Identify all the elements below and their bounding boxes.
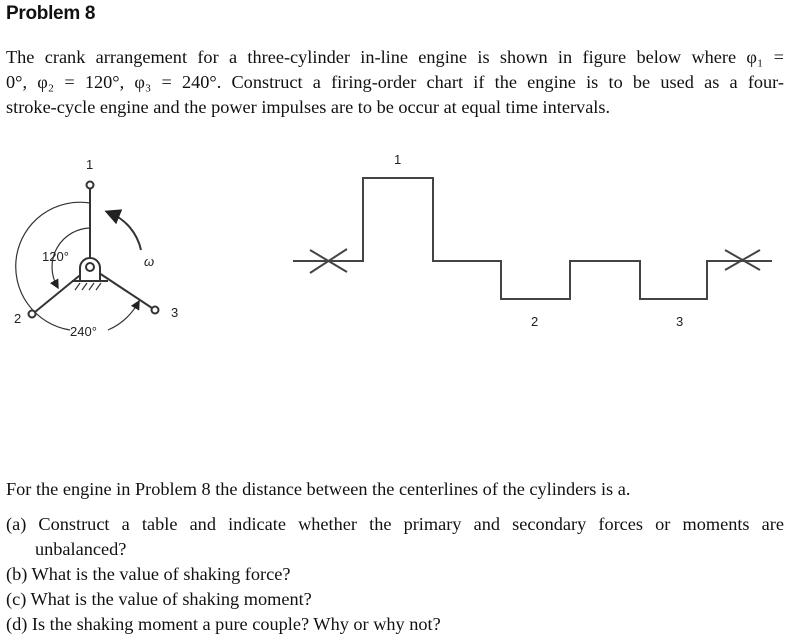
angle-label-240: 240° [70,324,97,339]
crank-label-3: 3 [171,305,179,320]
question-d: (d) Is the shaking moment a pure couple? Why or why not? [6,614,441,634]
problem-heading: Problem 8 [6,3,96,24]
question-a-line-1: (a) Construct a table and indicate whether the primary and secondary forces or moments are [6,514,784,534]
angle-arc-240-b [108,303,138,330]
question-intro: For the engine in Problem 8 the distance between the centerlines of the cylinders is a. [6,479,631,499]
crank-label-2: 2 [14,311,22,326]
crank-pin-3 [152,307,159,314]
throw-label-1: 1 [394,152,402,167]
intro-line-3: stroke-cycle engine and the power impulses are to be occur at equal time intervals. [6,97,611,117]
ground-hatch [75,283,101,290]
crank-pin-1 [87,182,94,189]
angle-label-120: 120° [42,249,69,264]
omega-label: ω [144,254,155,269]
intro-line-2: 0°, φ₂ = 120°, φ₃ = 240°. Construct a firing-order chart if the engine is to be used as a four- [6,72,784,92]
bearing-support [80,258,100,280]
question-b: (b) What is the value of shaking force? [6,564,291,584]
crank-diagram [16,182,159,331]
crankshaft-line [293,178,772,299]
angle-arc-240-a [16,202,90,330]
intro-line-1: The crank arrangement for a three-cylinder in-line engine is shown in figure below where φ₁ = [6,47,784,67]
throw-label-3: 3 [676,314,684,329]
question-a-line-2: unbalanced? [35,539,127,559]
throw-label-2: 2 [531,314,539,329]
crankshaft-diagram [293,178,772,299]
question-c: (c) What is the value of shaking moment? [6,589,312,609]
crank-label-1: 1 [86,157,94,172]
rotation-arrow-icon [110,213,141,250]
